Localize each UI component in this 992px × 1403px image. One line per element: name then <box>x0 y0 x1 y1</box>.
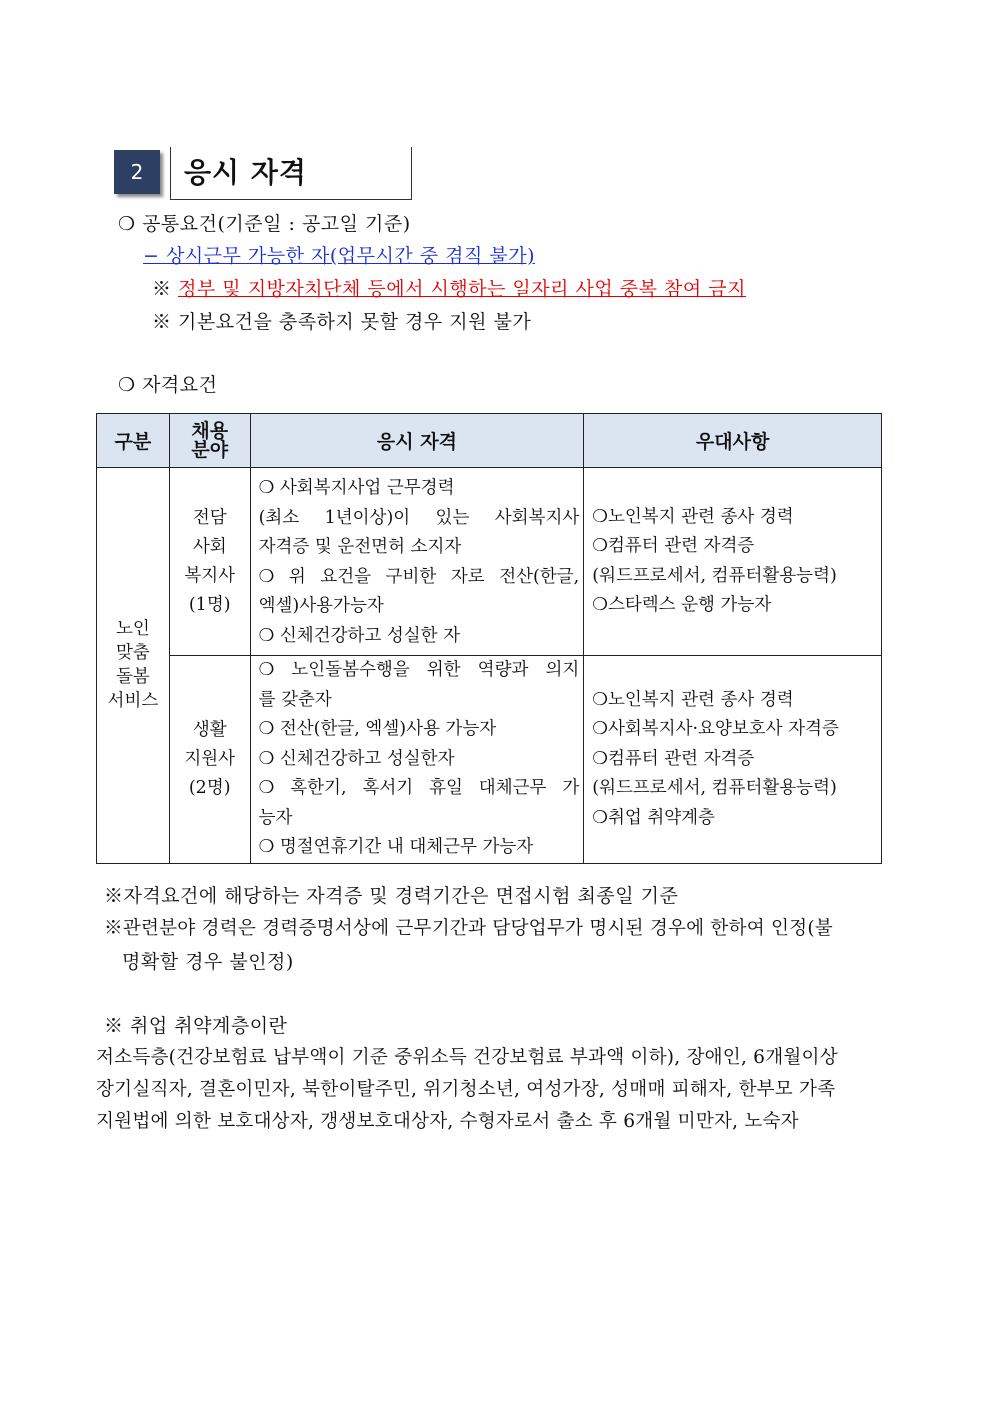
category-text: 맞춤 <box>116 643 150 664</box>
field-text: 사회 <box>192 536 227 557</box>
qualification-line: ❍ 노인돌봄수행을 위한 역량과 의지 <box>258 660 580 680</box>
field-cell-social-worker <box>169 468 250 656</box>
preference-line: ❍컴퓨터 관련 자격증 <box>592 748 755 769</box>
qualification-line: ❍ 신체건강하고 성실한 자 <box>258 625 461 646</box>
qualification-table <box>96 413 882 864</box>
note-career-recognition-cont: 명확할 경우 불인정) <box>122 951 294 973</box>
header-field-line2: 분야 <box>191 438 229 461</box>
qualification-line: ❍ 명절연휴기간 내 대체근무 가능자 <box>258 837 534 857</box>
common-requirement-item: − 상시근무 가능한 자(업무시간 중 겸직 불가) <box>143 245 536 267</box>
header-field-line1: 채용 <box>191 419 229 442</box>
table-header-row <box>97 414 882 468</box>
preference-line: ❍스타렉스 운행 가능자 <box>592 595 772 615</box>
qualification-line: ❍ 신체건강하고 성실한자 <box>258 748 455 769</box>
qualification-line: ❍ 사회복지사업 근무경력 <box>258 478 455 498</box>
preference-line: ❍노인복지 관련 종사 경력 <box>592 689 794 710</box>
qualification-line: ❍ 위 요건을 구비한 자로 전산(한글, <box>258 566 580 587</box>
preference-line: ❍사회복지사·요양보호사 자격증 <box>592 719 839 739</box>
category-text: 서비스 <box>107 691 159 712</box>
qualification-line: 엑셀)사용가능자 <box>258 596 384 616</box>
basic-requirement-note: ※ 기본요건을 충족하지 못할 경우 지원 불가 <box>152 311 532 333</box>
preference-line: ❍노인복지 관련 종사 경력 <box>592 506 794 527</box>
note-career-recognition: ※관련분야 경력은 경력증명서상에 근무기간과 담당업무가 명시된 경우에 한하여 인정(불 <box>104 918 833 939</box>
preference-line: (워드프로세서, 컴퓨터활용능력) <box>592 778 837 798</box>
header-field <box>169 414 250 468</box>
vulnerable-text-line: 지원법에 의한 보호대상자, 갱생보호대상자, 수형자로서 출소 후 6개월 미만자, 노숙자 <box>96 1111 799 1132</box>
preference-line: ❍취업 취약계층 <box>592 807 715 828</box>
preference-line: ❍컴퓨터 관련 자격증 <box>592 536 755 556</box>
field-text: 지원사 <box>184 748 236 769</box>
header-category: 구분 <box>97 414 170 468</box>
note-certificate-basis: ※자격요건에 해당하는 자격증 및 경력기간은 면접시험 최종일 기준 <box>104 885 679 907</box>
common-requirements-heading: ❍ 공통요건(기준일 : 공고일 기준) <box>118 213 411 235</box>
vulnerable-text-line: 저소득층(건강보험료 납부액이 기준 중위소득 건강보험료 부과액 이하), 장애인, 6개월이상 <box>96 1047 838 1068</box>
qualification-heading: ❍ 자격요건 <box>118 374 218 396</box>
qualification-line: ❍ 혹한기, 혹서기 휴일 대체근무 가 <box>258 778 580 798</box>
section-title: 응시 자격 <box>184 156 307 189</box>
section-number: 2 <box>114 150 160 194</box>
note-mark: ※ <box>152 278 172 300</box>
category-text: 돌봄 <box>116 667 150 688</box>
field-text: (2명) <box>188 777 231 798</box>
preference-cell-life-support <box>584 656 882 864</box>
qualification-line: 를 갖춘자 <box>258 689 332 710</box>
field-text: 생활 <box>192 719 227 740</box>
category-text: 노인 <box>116 619 150 640</box>
field-text: 복지사 <box>184 565 236 586</box>
qualification-cell-life-support <box>250 656 584 864</box>
table-row <box>97 468 882 656</box>
preference-cell-social-worker <box>584 468 882 656</box>
header-preference: 우대사항 <box>584 414 882 468</box>
table-row <box>97 656 882 864</box>
duplicate-participation-note <box>152 278 746 300</box>
vulnerable-heading: ※ 취업 취약계층이란 <box>104 1015 288 1037</box>
header-qualification: 응시 자격 <box>250 414 584 468</box>
qualification-line: (최소 1년이상)이 있는 사회복지사 <box>258 507 580 528</box>
vulnerable-text-line: 장기실직자, 결혼이민자, 북한이탈주민, 위기청소년, 여성가장, 성매매 피해자, 한부모 가족 <box>96 1079 836 1100</box>
field-text: 전담 <box>192 507 227 528</box>
qualification-line: 자격증 및 운전면허 소지자 <box>258 537 462 557</box>
qualification-cell-social-worker <box>250 468 584 656</box>
qualification-line: 능자 <box>258 807 293 828</box>
category-cell <box>97 468 170 864</box>
qualification-line: ❍ 전산(한글, 엑셀)사용 가능자 <box>258 719 497 739</box>
duplicate-participation-note-text: 정부 및 지방자치단체 등에서 시행하는 일자리 사업 중복 참여 금지 <box>178 278 746 300</box>
preference-line: (워드프로세서, 컴퓨터활용능력) <box>592 565 837 586</box>
field-cell-life-support <box>169 656 250 864</box>
field-text: (1명) <box>188 594 231 615</box>
